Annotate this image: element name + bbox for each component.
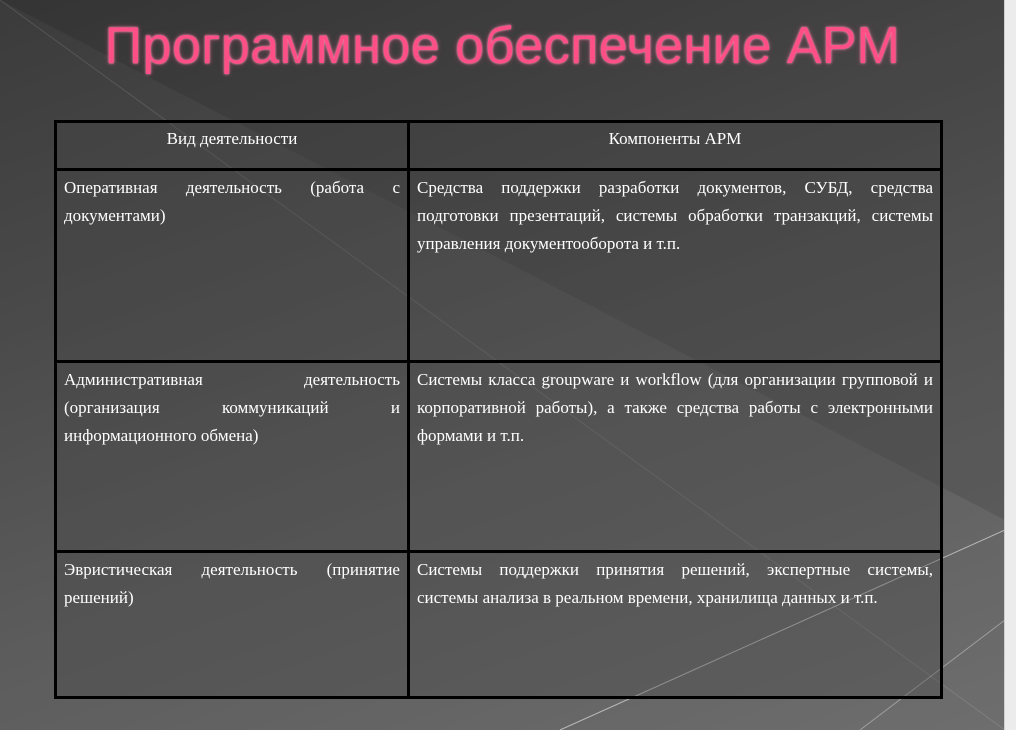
header-activity-type: Вид деятельности	[56, 122, 409, 170]
slide-title: Программное обеспечение АРМ	[104, 17, 901, 75]
arm-software-table	[54, 120, 943, 699]
window-edge-scrollbar	[1004, 0, 1016, 730]
activity-cell: Административная деятельность (организация коммуникаций и информационного обмена)	[56, 362, 409, 552]
table-row	[56, 170, 942, 362]
header-arm-components: Компоненты АРМ	[408, 122, 941, 170]
table-row	[56, 362, 942, 552]
activity-cell: Эвристическая деятельность (принятие решений)	[56, 552, 409, 698]
table-row	[56, 552, 942, 698]
activity-cell: Оперативная деятельность (работа с документами)	[56, 170, 409, 362]
components-cell: Системы класса groupware и workflow (для организации групповой и корпоративной работы), а также средства работы с электронными формами и т.п.	[408, 362, 941, 552]
table-header-row	[56, 122, 942, 170]
components-cell: Средства поддержки разработки документов, СУБД, средства подготовки презентаций, системы обработки транзакций, системы управления документооборота и т.п.	[408, 170, 941, 362]
components-cell: Системы поддержки принятия решений, экспертные системы, системы анализа в реальном времени, хранилища данных и т.п.	[408, 552, 941, 698]
